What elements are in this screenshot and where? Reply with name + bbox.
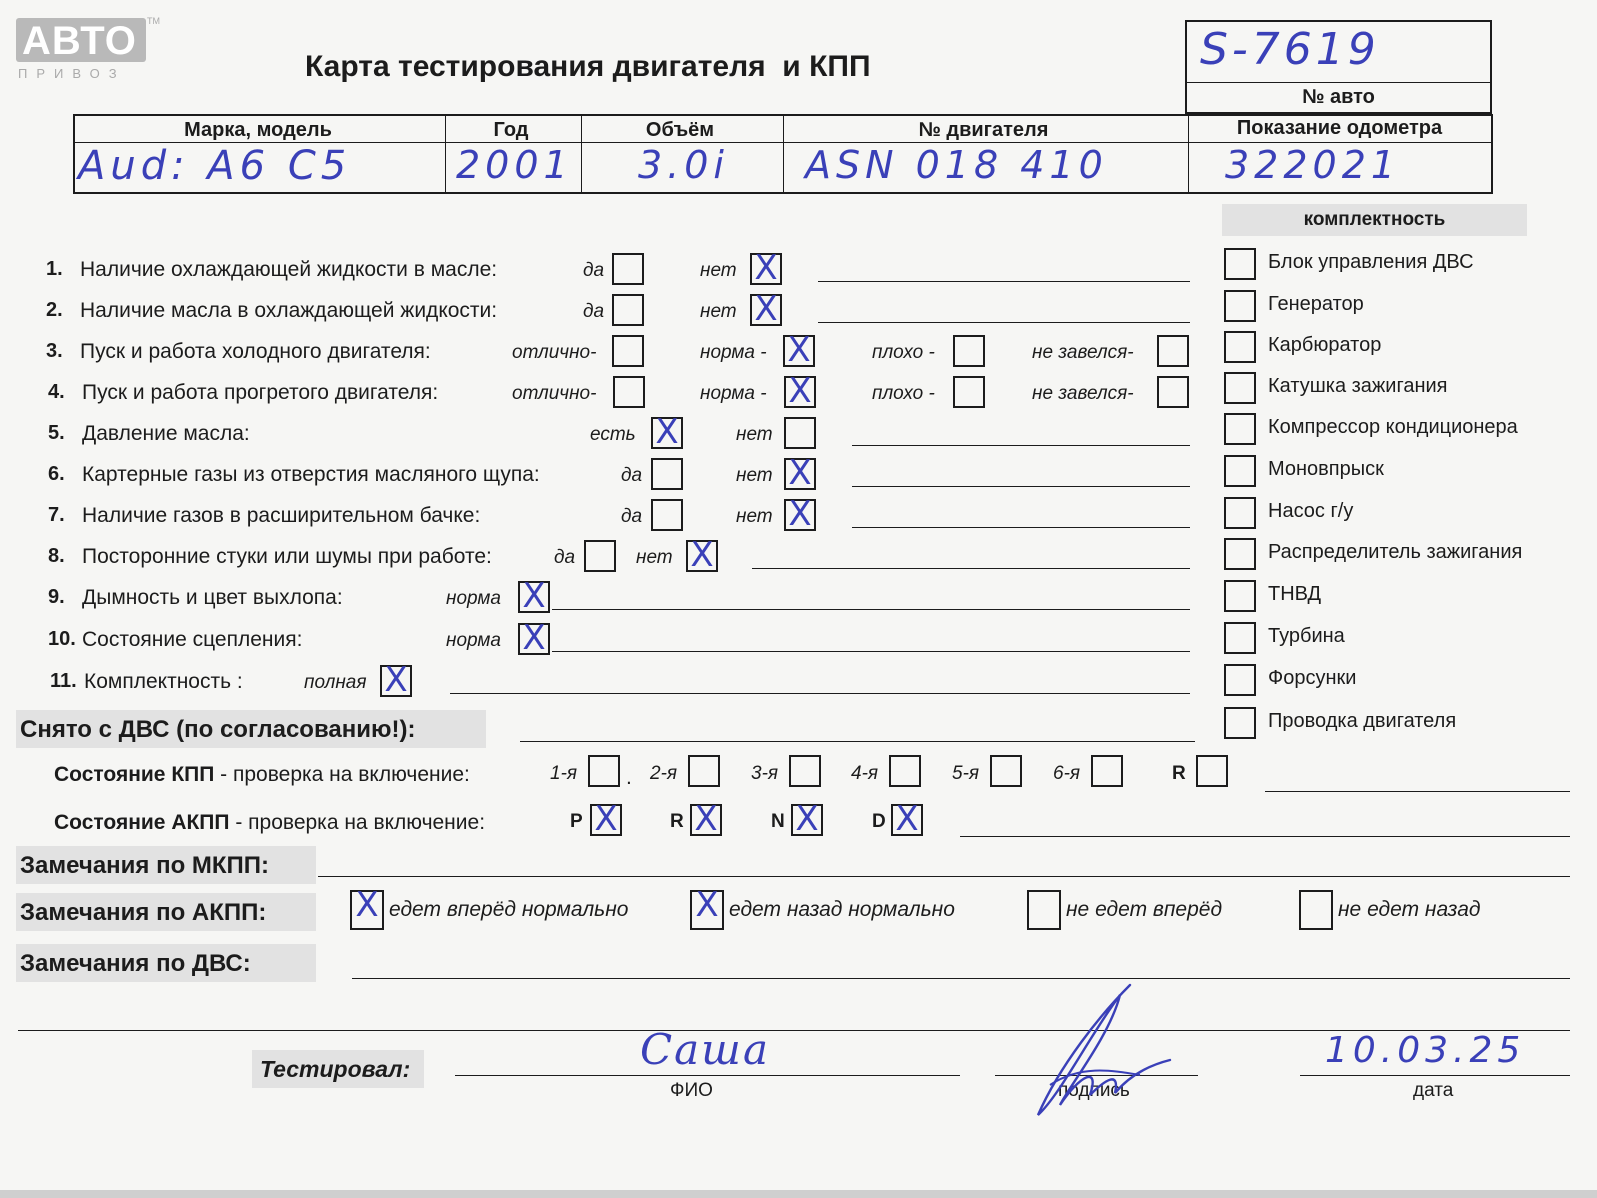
id-number: S-7619 [1200, 24, 1380, 75]
akpp-mode-checkbox[interactable] [791, 799, 823, 839]
row-answer-line [818, 281, 1190, 282]
akpp-label: Состояние АКПП - проверка на включение: [54, 811, 486, 834]
row-question: Наличие газов в расширительном бачке: [82, 504, 481, 527]
row-option-checkbox[interactable] [784, 417, 816, 449]
komplekt-checkbox[interactable] [1224, 290, 1256, 322]
row-option-label: да [621, 506, 643, 527]
row-question: Наличие масла в охлаждающей жидкости: [80, 299, 498, 322]
row-option-label: да [583, 301, 605, 322]
check-mark: X [522, 618, 546, 658]
akpp-note-label: не едет вперёд [1066, 898, 1223, 921]
row-option-label: нет [736, 506, 773, 527]
akpp-note-label: не едет назад [1338, 898, 1481, 921]
kpp-gear-label: 3-я [751, 763, 779, 784]
check-mark: X [690, 535, 714, 575]
akpp-mode-label: R [670, 811, 684, 832]
row-option-checkbox[interactable] [651, 412, 683, 452]
row-option-label: нет [736, 424, 773, 445]
check-mark: X [355, 885, 379, 925]
check-mark: X [522, 576, 546, 616]
row-option-checkbox[interactable] [783, 330, 815, 370]
komplekt-checkbox[interactable] [1224, 455, 1256, 487]
row-option-label: нет [700, 301, 737, 322]
row-number: 3. [46, 340, 63, 362]
akpp-mode-label: P [570, 811, 583, 832]
row-option-label: отлично- [512, 342, 597, 363]
col-engine-no: № двигателя [918, 119, 1049, 141]
row-option-checkbox[interactable] [686, 535, 718, 575]
komplekt-checkbox[interactable] [1224, 331, 1256, 363]
row-answer-line [552, 651, 1190, 652]
akpp-note-checkbox[interactable] [690, 885, 724, 930]
row-option-checkbox[interactable] [584, 540, 616, 572]
row-question: Комплектность : [84, 670, 243, 693]
row-answer-line [752, 568, 1190, 569]
check-mark: X [695, 885, 719, 925]
row-question: Наличие охлаждающей жидкости в масле: [80, 258, 498, 281]
dvs-notes-label: Замечания по ДВС: [20, 950, 251, 977]
check-mark: X [895, 799, 919, 839]
row-option-checkbox[interactable] [613, 376, 645, 408]
row-number: 4. [48, 381, 65, 403]
komplekt-checkbox[interactable] [1224, 372, 1256, 404]
dvs-notes-line-1 [352, 978, 1570, 979]
fio-label: ФИО [670, 1080, 713, 1101]
row-option-checkbox[interactable] [1157, 376, 1189, 408]
row-option-label: плохо - [872, 383, 935, 404]
tested-label: Тестировал: [260, 1056, 411, 1082]
akpp-mode-label: N [771, 811, 785, 832]
date-value: 10.03.25 [1325, 1030, 1526, 1071]
col-model: Марка, модель [184, 119, 332, 141]
row-option-label: полная [304, 672, 367, 693]
komplekt-item: Блок управления ДВС [1268, 251, 1474, 273]
row-question: Пуск и работа холодного двигателя: [80, 340, 431, 363]
row-option-checkbox[interactable] [750, 248, 782, 288]
page-title: Карта тестирования двигателя и КПП [305, 50, 871, 83]
check-mark: X [787, 330, 811, 370]
kpp-line [1265, 791, 1570, 792]
row-option-checkbox[interactable] [784, 453, 816, 493]
komplekt-checkbox[interactable] [1224, 664, 1256, 696]
fio-line [455, 1075, 960, 1076]
komplekt-checkbox[interactable] [1224, 580, 1256, 612]
odometer-value: 322021 [1225, 143, 1401, 187]
removed-label: Снято с ДВС (по согласованию!): [20, 716, 416, 743]
komplekt-item: Насос г/у [1268, 500, 1354, 522]
avto-privoz-logo [12, 14, 160, 86]
row-number: 1. [46, 258, 63, 280]
row-option-label: норма - [700, 383, 767, 404]
komplekt-item: Турбина [1268, 625, 1345, 647]
row-answer-line [818, 322, 1190, 323]
row-answer-line [852, 486, 1190, 487]
akpp-mode-label: D [872, 811, 886, 832]
row-number: 11. [50, 670, 77, 692]
row-option-label: норма - [700, 342, 767, 363]
row-question: Давление масла: [82, 422, 250, 445]
akpp-mode-checkbox[interactable] [891, 799, 923, 839]
row-option-checkbox[interactable] [784, 494, 816, 534]
row-option-checkbox[interactable] [953, 376, 985, 408]
kpp-gear-label: R [1172, 763, 1186, 784]
row-answer-line [852, 527, 1190, 528]
check-mark: X [788, 494, 812, 534]
row-option-label: норма [446, 630, 501, 651]
check-mark: X [594, 799, 618, 839]
kpp-gear-label: 4-я [851, 763, 879, 784]
komplekt-checkbox[interactable] [1224, 497, 1256, 529]
row-option-checkbox[interactable] [612, 335, 644, 367]
volume-value: 3.0i [638, 143, 729, 187]
akpp-note-label: едет вперёд нормально [389, 898, 629, 921]
row-question: Картерные газы из отверстия масляного щупа: [82, 463, 540, 486]
kpp-gear-label: 6-я [1053, 763, 1081, 784]
akpp-note-checkbox[interactable] [1299, 890, 1333, 930]
row-question: Дымность и цвет выхлопа: [82, 586, 343, 609]
row-option-checkbox[interactable] [750, 289, 782, 329]
row-option-label: не завелся- [1032, 342, 1134, 363]
row-answer-line [552, 609, 1190, 610]
komplekt-item: Проводка двигателя [1268, 710, 1457, 732]
row-question: Посторонние стуки или шумы при работе: [82, 545, 492, 568]
komplekt-item: Компрессор кондиционера [1268, 416, 1518, 438]
kpp-label: Состояние КПП - проверка на включение: [54, 763, 470, 786]
komplekt-item: Форсунки [1268, 667, 1357, 689]
row-option-checkbox[interactable] [380, 660, 412, 700]
row-number: 10. [48, 628, 76, 650]
akpp-line [960, 836, 1570, 837]
check-mark: X [788, 371, 812, 411]
sign-label: подпись [1058, 1080, 1130, 1101]
row-option-checkbox[interactable] [953, 335, 985, 367]
row-option-checkbox[interactable] [651, 499, 683, 531]
row-option-checkbox[interactable] [518, 576, 550, 616]
kpp-gear-checkbox[interactable] [789, 755, 821, 787]
model-value: Aud: A6 C5 [78, 143, 352, 189]
akpp-notes-label: Замечания по АКПП: [20, 899, 267, 926]
row-option-label: не завелся- [1032, 383, 1134, 404]
kpp-gear-checkbox[interactable] [1091, 755, 1123, 787]
check-mark: X [655, 412, 679, 452]
check-mark: X [795, 799, 819, 839]
check-mark: X [754, 248, 778, 288]
row-option-checkbox[interactable] [651, 458, 683, 490]
logo-main: АВТО [22, 19, 137, 63]
row-answer-line [450, 693, 1190, 694]
check-mark: X [788, 453, 812, 493]
car-no-label: № авто [1302, 86, 1375, 108]
row-number: 6. [48, 463, 65, 485]
komplekt-checkbox[interactable] [1224, 622, 1256, 654]
kpp-gear-checkbox[interactable] [1196, 755, 1228, 787]
row-number: 5. [48, 422, 65, 444]
akpp-note-checkbox[interactable] [1027, 890, 1061, 930]
komplekt-item: Генератор [1268, 293, 1364, 315]
kpp-gear-label: 5-я [952, 763, 980, 784]
check-mark: X [384, 660, 408, 700]
date-label: дата [1413, 1080, 1454, 1101]
tester-name: Саша [640, 1025, 771, 1074]
row-option-checkbox[interactable] [612, 294, 644, 326]
komplekt-item: Моновпрыск [1268, 458, 1384, 480]
akpp-note-checkbox[interactable] [350, 885, 384, 930]
col-odometer: Показание одометра [1236, 117, 1443, 139]
row-option-label: нет [700, 260, 737, 281]
row-option-label: норма [446, 588, 501, 609]
komplekt-checkbox[interactable] [1224, 413, 1256, 445]
kpp-gear-checkbox[interactable] [990, 755, 1022, 787]
kpp-gear-label: 1-я [550, 763, 578, 784]
komplekt-item: Катушка зажигания [1268, 375, 1448, 397]
removed-line [520, 741, 1195, 742]
row-option-label: нет [736, 465, 773, 486]
komplekt-item: ТНВД [1268, 583, 1322, 605]
row-option-label: да [554, 547, 576, 568]
logo-sub: ПРИВОЗ [18, 66, 126, 81]
row-option-checkbox[interactable] [518, 618, 550, 658]
akpp-mode-checkbox[interactable] [590, 799, 622, 839]
row-question: Пуск и работа прогретого двигателя: [82, 381, 439, 404]
check-mark: X [694, 799, 718, 839]
komplekt-title: комплектность [1222, 204, 1527, 236]
row-option-label: плохо - [872, 342, 935, 363]
akpp-mode-checkbox[interactable] [690, 799, 722, 839]
row-option-checkbox[interactable] [784, 371, 816, 411]
mkpp-notes-line [318, 876, 1570, 877]
row-number: 8. [48, 545, 65, 567]
komplekt-item: Распределитель зажигания [1268, 541, 1523, 563]
row-option-label: нет [636, 547, 673, 568]
date-line [1300, 1075, 1570, 1076]
engine-no-value: ASN 018 410 [805, 143, 1108, 187]
kpp-gear-label: 2-я [650, 763, 678, 784]
komplekt-checkbox[interactable] [1224, 538, 1256, 570]
row-option-label: да [621, 465, 643, 486]
col-year: Год [493, 119, 529, 141]
col-volume: Объём [645, 119, 715, 141]
akpp-note-label: едет назад нормально [729, 898, 955, 921]
mkpp-notes-label: Замечания по МКПП: [20, 852, 270, 879]
komplekt-checkbox[interactable] [1224, 248, 1256, 280]
kpp-gear-checkbox[interactable] [588, 755, 620, 787]
handwritten-signature [1020, 975, 1190, 1135]
komplekt-checkbox[interactable] [1224, 707, 1256, 739]
row-number: 7. [48, 504, 65, 526]
kpp-gear-checkbox[interactable] [688, 755, 720, 787]
row-option-label: есть [590, 424, 636, 445]
logo-tm: TM [147, 16, 160, 26]
kpp-gear-checkbox[interactable] [889, 755, 921, 787]
row-number: 9. [48, 586, 65, 608]
row-option-checkbox[interactable] [1157, 335, 1189, 367]
row-question: Состояние сцепления: [82, 628, 303, 651]
row-number: 2. [46, 299, 63, 321]
row-option-label: отлично- [512, 383, 597, 404]
row-option-checkbox[interactable] [612, 253, 644, 285]
check-mark: X [754, 289, 778, 329]
komplekt-item: Карбюратор [1268, 334, 1382, 356]
row-answer-line [852, 445, 1190, 446]
year-value: 2001 [456, 143, 573, 187]
row-option-label: да [583, 260, 605, 281]
kpp-dot: . [626, 766, 632, 789]
